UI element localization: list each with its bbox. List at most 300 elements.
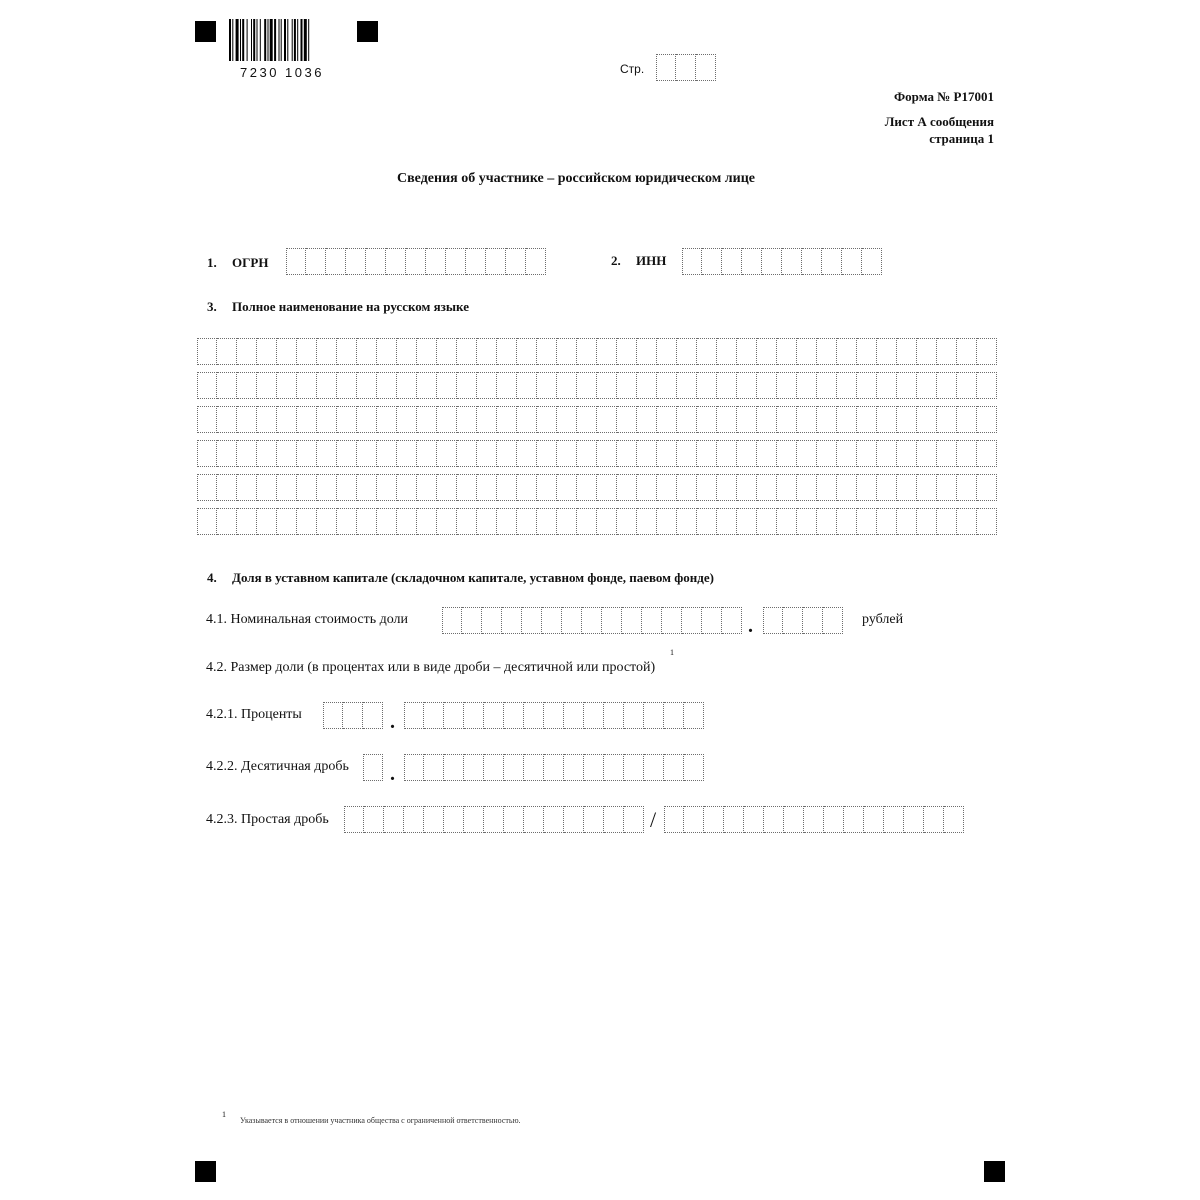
char-cell[interactable] — [677, 372, 697, 399]
char-cell[interactable] — [537, 372, 557, 399]
char-cell[interactable] — [657, 440, 677, 467]
nominal-value-rubles-field[interactable] — [442, 607, 742, 634]
char-cell[interactable] — [557, 508, 577, 535]
char-cell[interactable] — [862, 248, 882, 275]
char-cell[interactable] — [397, 406, 417, 433]
char-cell[interactable] — [777, 474, 797, 501]
char-cell[interactable] — [797, 474, 817, 501]
char-cell[interactable] — [724, 806, 744, 833]
nominal-value-kopecks-field[interactable] — [763, 607, 843, 634]
char-cell[interactable] — [537, 406, 557, 433]
char-cell[interactable] — [357, 440, 377, 467]
full-name-row[interactable] — [197, 372, 1000, 399]
char-cell[interactable] — [557, 474, 577, 501]
char-cell[interactable] — [297, 338, 317, 365]
char-cell[interactable] — [564, 754, 584, 781]
char-cell[interactable] — [237, 372, 257, 399]
char-cell[interactable] — [957, 440, 977, 467]
char-cell[interactable] — [817, 474, 837, 501]
char-cell[interactable] — [437, 440, 457, 467]
char-cell[interactable] — [737, 440, 757, 467]
char-cell[interactable] — [544, 754, 564, 781]
char-cell[interactable] — [397, 508, 417, 535]
char-cell[interactable] — [357, 474, 377, 501]
char-cell[interactable] — [477, 440, 497, 467]
char-cell[interactable] — [897, 474, 917, 501]
char-cell[interactable] — [557, 406, 577, 433]
char-cell[interactable] — [363, 754, 383, 781]
char-cell[interactable] — [617, 338, 637, 365]
char-cell[interactable] — [197, 440, 217, 467]
char-cell[interactable] — [957, 338, 977, 365]
char-cell[interactable] — [217, 440, 237, 467]
char-cell[interactable] — [306, 248, 326, 275]
char-cell[interactable] — [957, 474, 977, 501]
char-cell[interactable] — [417, 338, 437, 365]
char-cell[interactable] — [877, 508, 897, 535]
char-cell[interactable] — [917, 372, 937, 399]
char-cell[interactable] — [642, 607, 662, 634]
char-cell[interactable] — [717, 372, 737, 399]
char-cell[interactable] — [864, 806, 884, 833]
char-cell[interactable] — [737, 372, 757, 399]
char-cell[interactable] — [857, 338, 877, 365]
char-cell[interactable] — [406, 248, 426, 275]
char-cell[interactable] — [346, 248, 366, 275]
char-cell[interactable] — [437, 508, 457, 535]
char-cell[interactable] — [817, 440, 837, 467]
char-cell[interactable] — [437, 372, 457, 399]
char-cell[interactable] — [676, 54, 696, 81]
char-cell[interactable] — [257, 372, 277, 399]
char-cell[interactable] — [817, 406, 837, 433]
char-cell[interactable] — [544, 806, 564, 833]
char-cell[interactable] — [557, 338, 577, 365]
char-cell[interactable] — [377, 440, 397, 467]
char-cell[interactable] — [277, 372, 297, 399]
char-cell[interactable] — [777, 406, 797, 433]
char-cell[interactable] — [526, 248, 546, 275]
full-name-row[interactable] — [197, 406, 1000, 433]
char-cell[interactable] — [717, 338, 737, 365]
char-cell[interactable] — [444, 754, 464, 781]
char-cell[interactable] — [782, 248, 802, 275]
char-cell[interactable] — [197, 508, 217, 535]
char-cell[interactable] — [484, 702, 504, 729]
char-cell[interactable] — [702, 248, 722, 275]
char-cell[interactable] — [897, 406, 917, 433]
char-cell[interactable] — [577, 406, 597, 433]
char-cell[interactable] — [444, 702, 464, 729]
char-cell[interactable] — [424, 806, 444, 833]
char-cell[interactable] — [506, 248, 526, 275]
char-cell[interactable] — [977, 338, 997, 365]
char-cell[interactable] — [237, 406, 257, 433]
char-cell[interactable] — [857, 508, 877, 535]
char-cell[interactable] — [677, 440, 697, 467]
char-cell[interactable] — [817, 338, 837, 365]
char-cell[interactable] — [386, 248, 406, 275]
char-cell[interactable] — [682, 607, 702, 634]
char-cell[interactable] — [777, 440, 797, 467]
char-cell[interactable] — [337, 372, 357, 399]
char-cell[interactable] — [664, 754, 684, 781]
char-cell[interactable] — [684, 806, 704, 833]
char-cell[interactable] — [696, 54, 716, 81]
char-cell[interactable] — [237, 508, 257, 535]
char-cell[interactable] — [257, 474, 277, 501]
char-cell[interactable] — [737, 406, 757, 433]
char-cell[interactable] — [717, 406, 737, 433]
char-cell[interactable] — [737, 508, 757, 535]
char-cell[interactable] — [662, 607, 682, 634]
char-cell[interactable] — [797, 338, 817, 365]
char-cell[interactable] — [317, 338, 337, 365]
char-cell[interactable] — [377, 406, 397, 433]
char-cell[interactable] — [877, 406, 897, 433]
char-cell[interactable] — [486, 248, 506, 275]
char-cell[interactable] — [504, 754, 524, 781]
char-cell[interactable] — [377, 372, 397, 399]
char-cell[interactable] — [517, 406, 537, 433]
char-cell[interactable] — [937, 474, 957, 501]
char-cell[interactable] — [937, 508, 957, 535]
char-cell[interactable] — [197, 406, 217, 433]
char-cell[interactable] — [326, 248, 346, 275]
char-cell[interactable] — [697, 338, 717, 365]
char-cell[interactable] — [857, 406, 877, 433]
char-cell[interactable] — [637, 372, 657, 399]
char-cell[interactable] — [417, 406, 437, 433]
char-cell[interactable] — [477, 406, 497, 433]
char-cell[interactable] — [624, 754, 644, 781]
char-cell[interactable] — [297, 474, 317, 501]
char-cell[interactable] — [377, 338, 397, 365]
char-cell[interactable] — [682, 248, 702, 275]
char-cell[interactable] — [917, 508, 937, 535]
char-cell[interactable] — [537, 338, 557, 365]
char-cell[interactable] — [677, 474, 697, 501]
char-cell[interactable] — [697, 372, 717, 399]
char-cell[interactable] — [737, 338, 757, 365]
char-cell[interactable] — [857, 440, 877, 467]
char-cell[interactable] — [357, 372, 377, 399]
char-cell[interactable] — [656, 54, 676, 81]
char-cell[interactable] — [562, 607, 582, 634]
char-cell[interactable] — [897, 440, 917, 467]
char-cell[interactable] — [617, 474, 637, 501]
char-cell[interactable] — [677, 338, 697, 365]
char-cell[interactable] — [783, 607, 803, 634]
char-cell[interactable] — [877, 372, 897, 399]
char-cell[interactable] — [977, 406, 997, 433]
char-cell[interactable] — [757, 440, 777, 467]
char-cell[interactable] — [797, 508, 817, 535]
decimal-fraction-field[interactable] — [404, 754, 704, 781]
char-cell[interactable] — [637, 338, 657, 365]
char-cell[interactable] — [637, 406, 657, 433]
char-cell[interactable] — [877, 440, 897, 467]
char-cell[interactable] — [477, 338, 497, 365]
char-cell[interactable] — [577, 474, 597, 501]
char-cell[interactable] — [757, 338, 777, 365]
char-cell[interactable] — [482, 607, 502, 634]
char-cell[interactable] — [397, 372, 417, 399]
char-cell[interactable] — [803, 607, 823, 634]
simple-fraction-numerator-field[interactable] — [344, 806, 644, 833]
char-cell[interactable] — [917, 440, 937, 467]
char-cell[interactable] — [697, 474, 717, 501]
char-cell[interactable] — [217, 372, 237, 399]
char-cell[interactable] — [297, 440, 317, 467]
char-cell[interactable] — [684, 754, 704, 781]
char-cell[interactable] — [384, 806, 404, 833]
char-cell[interactable] — [622, 607, 642, 634]
char-cell[interactable] — [442, 607, 462, 634]
char-cell[interactable] — [697, 406, 717, 433]
char-cell[interactable] — [286, 248, 306, 275]
char-cell[interactable] — [564, 806, 584, 833]
char-cell[interactable] — [197, 474, 217, 501]
char-cell[interactable] — [217, 508, 237, 535]
char-cell[interactable] — [517, 372, 537, 399]
char-cell[interactable] — [497, 508, 517, 535]
char-cell[interactable] — [502, 607, 522, 634]
char-cell[interactable] — [477, 372, 497, 399]
char-cell[interactable] — [584, 754, 604, 781]
char-cell[interactable] — [524, 806, 544, 833]
char-cell[interactable] — [437, 406, 457, 433]
char-cell[interactable] — [837, 372, 857, 399]
char-cell[interactable] — [377, 474, 397, 501]
char-cell[interactable] — [537, 474, 557, 501]
char-cell[interactable] — [484, 754, 504, 781]
char-cell[interactable] — [597, 440, 617, 467]
char-cell[interactable] — [397, 440, 417, 467]
char-cell[interactable] — [457, 406, 477, 433]
char-cell[interactable] — [497, 440, 517, 467]
char-cell[interactable] — [937, 372, 957, 399]
char-cell[interactable] — [822, 248, 842, 275]
char-cell[interactable] — [462, 607, 482, 634]
char-cell[interactable] — [944, 806, 964, 833]
char-cell[interactable] — [424, 702, 444, 729]
char-cell[interactable] — [257, 508, 277, 535]
char-cell[interactable] — [844, 806, 864, 833]
char-cell[interactable] — [317, 508, 337, 535]
char-cell[interactable] — [457, 338, 477, 365]
char-cell[interactable] — [457, 474, 477, 501]
char-cell[interactable] — [537, 508, 557, 535]
char-cell[interactable] — [637, 508, 657, 535]
char-cell[interactable] — [537, 440, 557, 467]
char-cell[interactable] — [617, 372, 637, 399]
char-cell[interactable] — [504, 806, 524, 833]
char-cell[interactable] — [577, 440, 597, 467]
char-cell[interactable] — [237, 474, 257, 501]
char-cell[interactable] — [424, 754, 444, 781]
char-cell[interactable] — [842, 248, 862, 275]
char-cell[interactable] — [644, 754, 664, 781]
char-cell[interactable] — [344, 806, 364, 833]
char-cell[interactable] — [597, 372, 617, 399]
page-number-field[interactable] — [656, 54, 716, 81]
char-cell[interactable] — [657, 338, 677, 365]
char-cell[interactable] — [337, 508, 357, 535]
char-cell[interactable] — [797, 440, 817, 467]
char-cell[interactable] — [937, 406, 957, 433]
char-cell[interactable] — [937, 440, 957, 467]
char-cell[interactable] — [446, 248, 466, 275]
char-cell[interactable] — [557, 440, 577, 467]
char-cell[interactable] — [577, 338, 597, 365]
char-cell[interactable] — [197, 338, 217, 365]
char-cell[interactable] — [917, 474, 937, 501]
char-cell[interactable] — [637, 474, 657, 501]
char-cell[interactable] — [524, 754, 544, 781]
char-cell[interactable] — [617, 406, 637, 433]
char-cell[interactable] — [357, 508, 377, 535]
char-cell[interactable] — [337, 474, 357, 501]
char-cell[interactable] — [604, 702, 624, 729]
char-cell[interactable] — [517, 440, 537, 467]
char-cell[interactable] — [624, 702, 644, 729]
char-cell[interactable] — [497, 474, 517, 501]
char-cell[interactable] — [464, 702, 484, 729]
char-cell[interactable] — [404, 754, 424, 781]
char-cell[interactable] — [277, 474, 297, 501]
char-cell[interactable] — [757, 406, 777, 433]
char-cell[interactable] — [417, 508, 437, 535]
char-cell[interactable] — [277, 406, 297, 433]
char-cell[interactable] — [657, 508, 677, 535]
char-cell[interactable] — [684, 702, 704, 729]
char-cell[interactable] — [317, 372, 337, 399]
char-cell[interactable] — [444, 806, 464, 833]
char-cell[interactable] — [817, 508, 837, 535]
char-cell[interactable] — [404, 806, 424, 833]
char-cell[interactable] — [837, 338, 857, 365]
char-cell[interactable] — [877, 474, 897, 501]
char-cell[interactable] — [337, 338, 357, 365]
ogrn-field[interactable] — [286, 248, 546, 275]
char-cell[interactable] — [742, 248, 762, 275]
char-cell[interactable] — [777, 508, 797, 535]
char-cell[interactable] — [484, 806, 504, 833]
char-cell[interactable] — [877, 338, 897, 365]
char-cell[interactable] — [582, 607, 602, 634]
char-cell[interactable] — [704, 806, 724, 833]
full-name-row[interactable] — [197, 338, 1000, 365]
char-cell[interactable] — [544, 702, 564, 729]
char-cell[interactable] — [497, 406, 517, 433]
char-cell[interactable] — [337, 406, 357, 433]
char-cell[interactable] — [517, 508, 537, 535]
char-cell[interactable] — [366, 248, 386, 275]
char-cell[interactable] — [924, 806, 944, 833]
full-name-row[interactable] — [197, 440, 1000, 467]
char-cell[interactable] — [277, 440, 297, 467]
char-cell[interactable] — [617, 508, 637, 535]
char-cell[interactable] — [644, 702, 664, 729]
inn-field[interactable] — [682, 248, 882, 275]
char-cell[interactable] — [937, 338, 957, 365]
char-cell[interactable] — [317, 406, 337, 433]
char-cell[interactable] — [337, 440, 357, 467]
char-cell[interactable] — [602, 607, 622, 634]
char-cell[interactable] — [477, 508, 497, 535]
char-cell[interactable] — [697, 508, 717, 535]
char-cell[interactable] — [777, 338, 797, 365]
char-cell[interactable] — [457, 372, 477, 399]
char-cell[interactable] — [377, 508, 397, 535]
char-cell[interactable] — [524, 702, 544, 729]
char-cell[interactable] — [977, 372, 997, 399]
char-cell[interactable] — [762, 248, 782, 275]
char-cell[interactable] — [917, 406, 937, 433]
char-cell[interactable] — [757, 372, 777, 399]
char-cell[interactable] — [857, 474, 877, 501]
char-cell[interactable] — [584, 806, 604, 833]
char-cell[interactable] — [417, 372, 437, 399]
char-cell[interactable] — [837, 474, 857, 501]
decimal-integer-field[interactable] — [363, 754, 383, 781]
char-cell[interactable] — [237, 338, 257, 365]
char-cell[interactable] — [757, 508, 777, 535]
char-cell[interactable] — [577, 508, 597, 535]
char-cell[interactable] — [657, 474, 677, 501]
char-cell[interactable] — [637, 440, 657, 467]
char-cell[interactable] — [217, 474, 237, 501]
full-name-row[interactable] — [197, 508, 1000, 535]
char-cell[interactable] — [977, 474, 997, 501]
char-cell[interactable] — [802, 248, 822, 275]
char-cell[interactable] — [437, 474, 457, 501]
char-cell[interactable] — [317, 440, 337, 467]
char-cell[interactable] — [744, 806, 764, 833]
char-cell[interactable] — [797, 406, 817, 433]
char-cell[interactable] — [904, 806, 924, 833]
char-cell[interactable] — [664, 806, 684, 833]
char-cell[interactable] — [397, 338, 417, 365]
char-cell[interactable] — [237, 440, 257, 467]
char-cell[interactable] — [522, 607, 542, 634]
char-cell[interactable] — [857, 372, 877, 399]
char-cell[interactable] — [317, 474, 337, 501]
char-cell[interactable] — [957, 406, 977, 433]
percent-fraction-field[interactable] — [404, 702, 704, 729]
char-cell[interactable] — [504, 702, 524, 729]
char-cell[interactable] — [426, 248, 446, 275]
char-cell[interactable] — [297, 372, 317, 399]
char-cell[interactable] — [297, 406, 317, 433]
char-cell[interactable] — [824, 806, 844, 833]
full-name-field[interactable] — [197, 338, 1000, 542]
char-cell[interactable] — [897, 372, 917, 399]
char-cell[interactable] — [823, 607, 843, 634]
char-cell[interactable] — [257, 440, 277, 467]
char-cell[interactable] — [277, 508, 297, 535]
char-cell[interactable] — [364, 806, 384, 833]
char-cell[interactable] — [397, 474, 417, 501]
char-cell[interactable] — [837, 508, 857, 535]
char-cell[interactable] — [897, 338, 917, 365]
char-cell[interactable] — [837, 406, 857, 433]
char-cell[interactable] — [657, 406, 677, 433]
char-cell[interactable] — [497, 372, 517, 399]
char-cell[interactable] — [404, 702, 424, 729]
char-cell[interactable] — [497, 338, 517, 365]
